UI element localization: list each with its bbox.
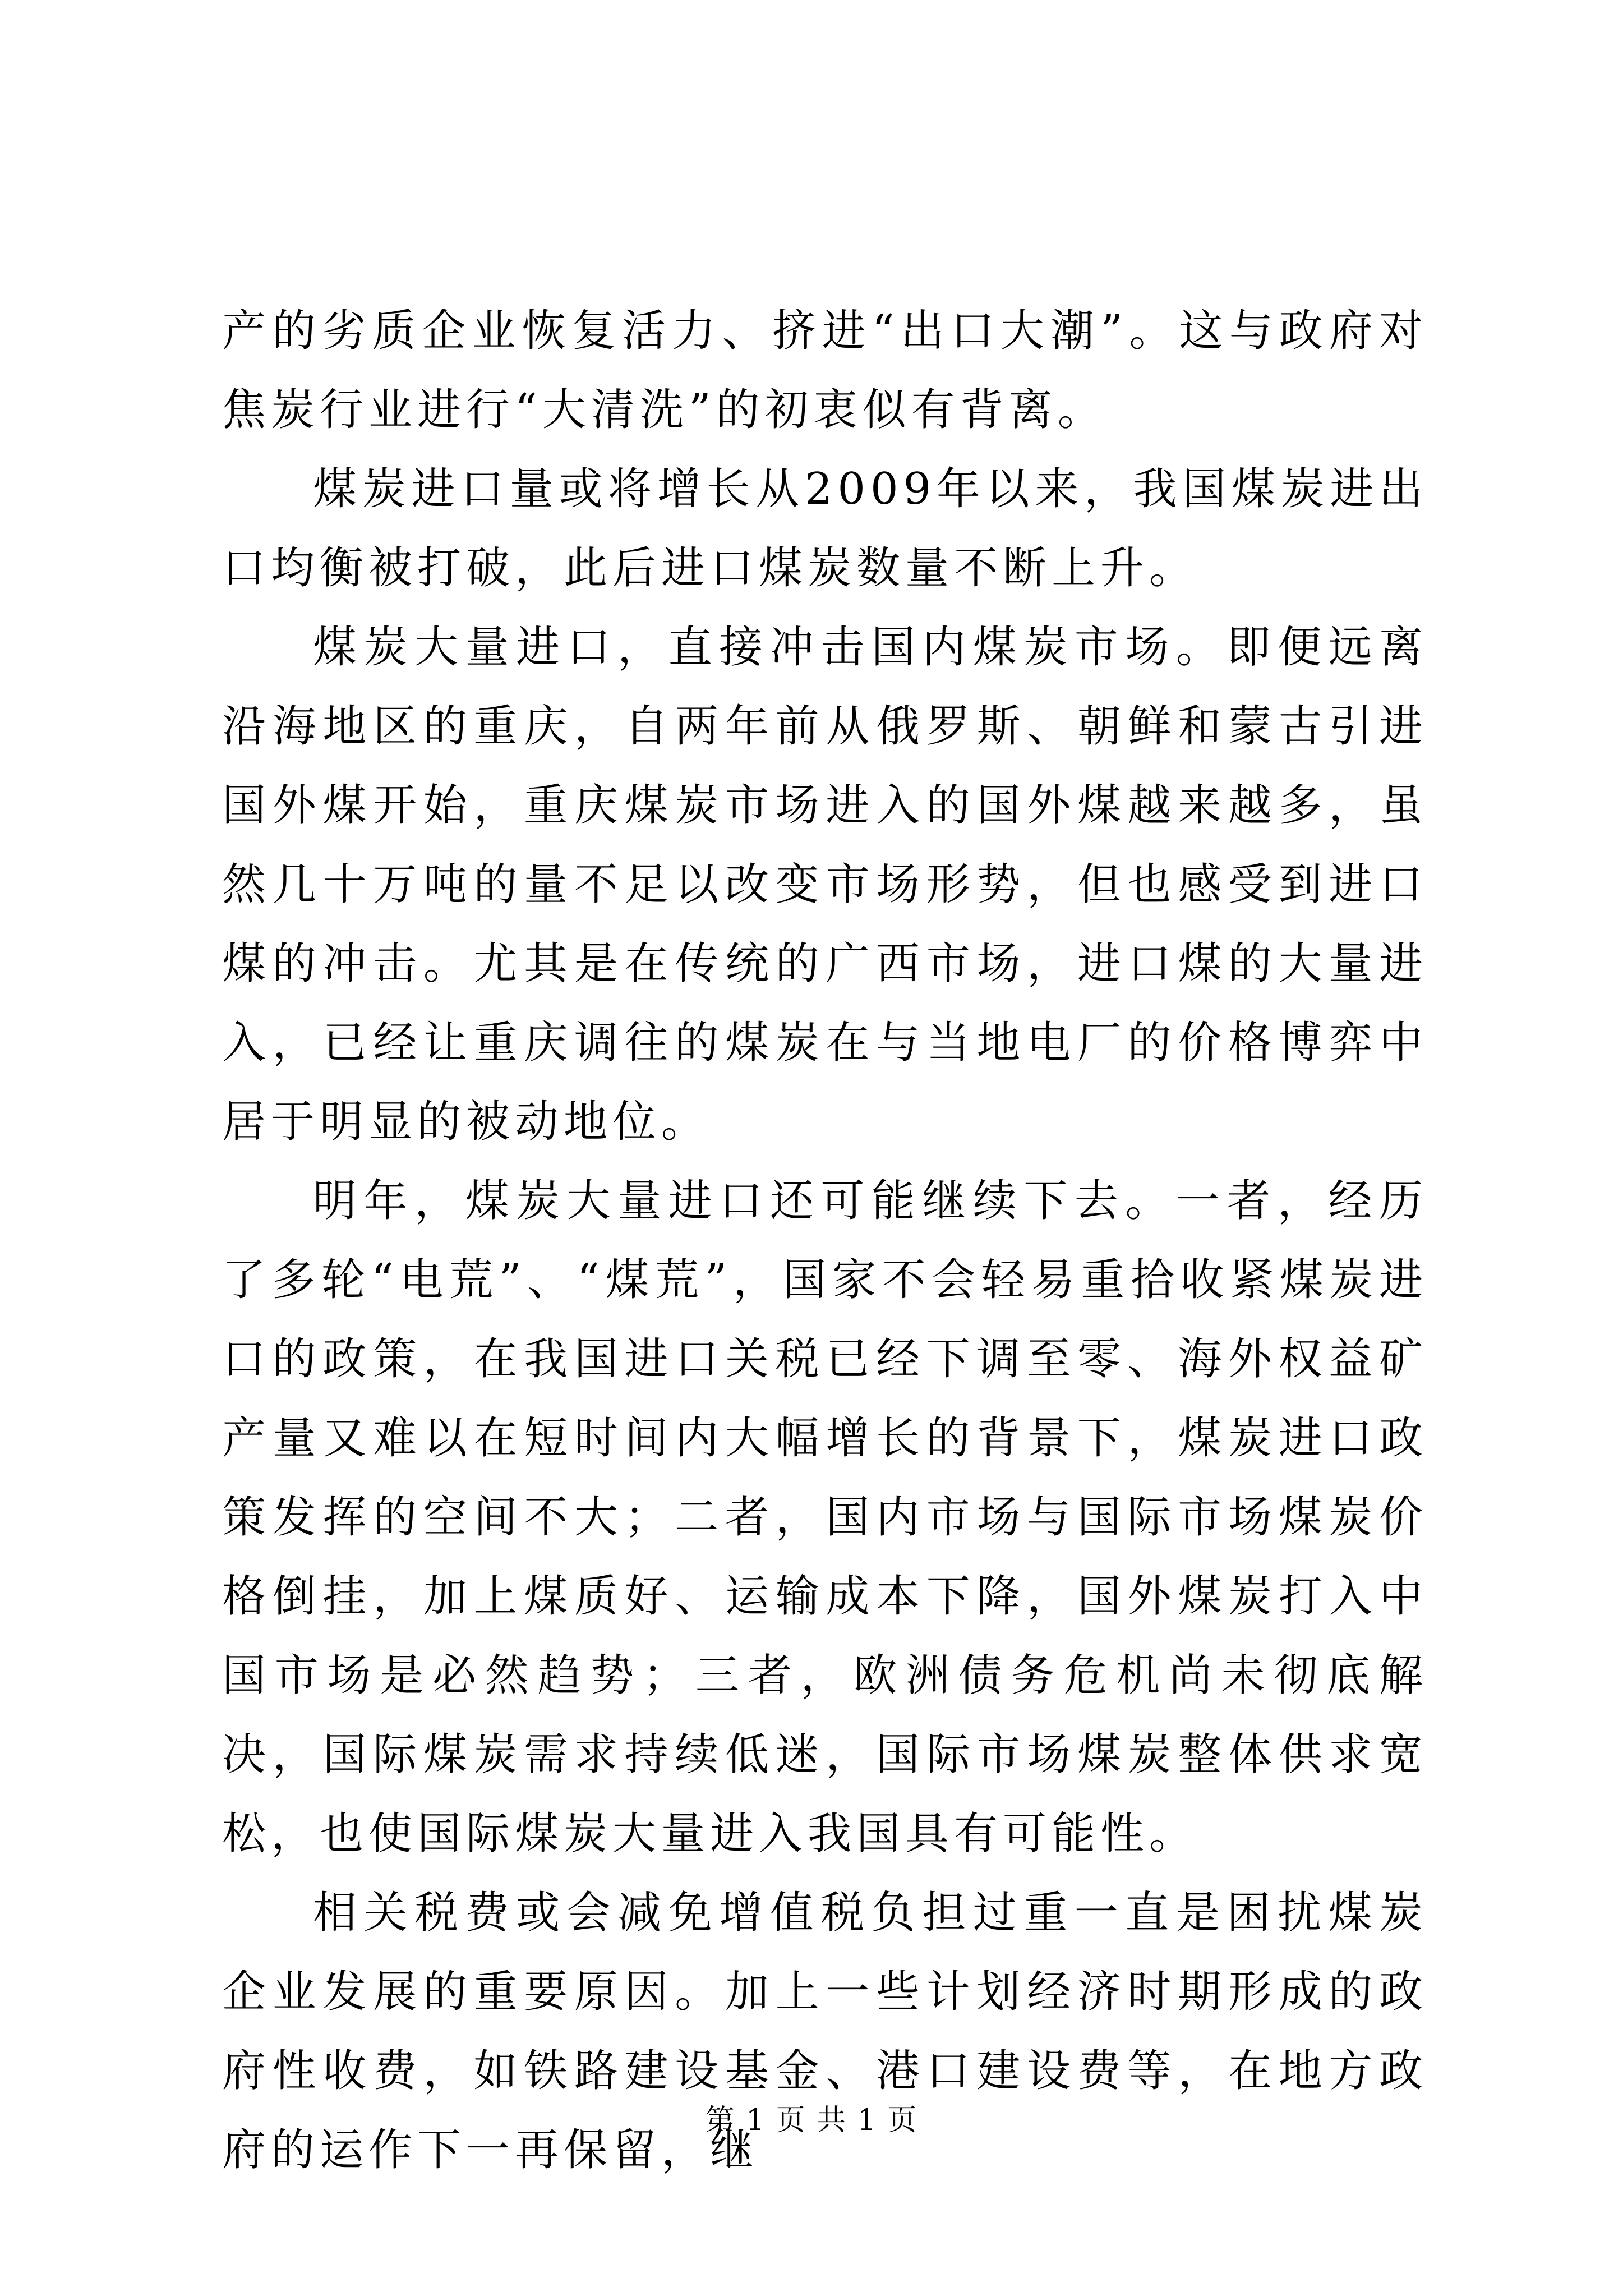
paragraph-continued: 产的劣质企业恢复活力、挤进“出口大潮”。这与政府对焦炭行业进行“大清洗”的初衷似有背离。 [222,306,1428,435]
page-footer: 第 1 页 共 1 页 [705,2104,918,2137]
document-body [222,292,1428,2190]
paragraph: 相关税费或会减免增值税负担过重一直是困扰煤炭企业发展的重要原因。加上一些计划经济时期形成的政府性收费，如铁路建设基金、港口建设费等，在地方政府的运作下一再保留，继 [222,1888,1428,2175]
paragraph: 煤炭进口量或将增长从2009年以来，我国煤炭进出口均衡被打破，此后进口煤炭数量不断上升。 [222,464,1428,593]
paragraph: 明年，煤炭大量进口还可能继续下去。一者，经历了多轮“电荒”、“煤荒”，国家不会轻易重拾收紧煤炭进口的政策，在我国进口关税已经下调至零、海外权益矿产量又难以在短时间内大幅增长的背景下，煤炭进口政策发挥的空间不大；二者，国内市场与国际市场煤炭价格倒挂，加上煤质好、运输成本下降，国外煤炭打入中国市场是必然趋势；三者，欧洲债务危机尚未彻底解决，国际煤炭需求持续低迷，国际市场煤炭整体供求宽松，也使国际煤炭大量进入我国具有可能性。 [222,1176,1428,1859]
paragraph: 煤炭大量进口，直接冲击国内煤炭市场。即便远离沿海地区的重庆，自两年前从俄罗斯、朝鲜和蒙古引进国外煤开始，重庆煤炭市场进入的国外煤越来越多，虽然几十万吨的量不足以改变市场形势，但也感受到进口煤的冲击。尤其是在传统的广西市场，进口煤的大量进入，已经让重庆调往的煤炭在与当地电厂的价格博弈中居于明显的被动地位。 [222,622,1428,1147]
